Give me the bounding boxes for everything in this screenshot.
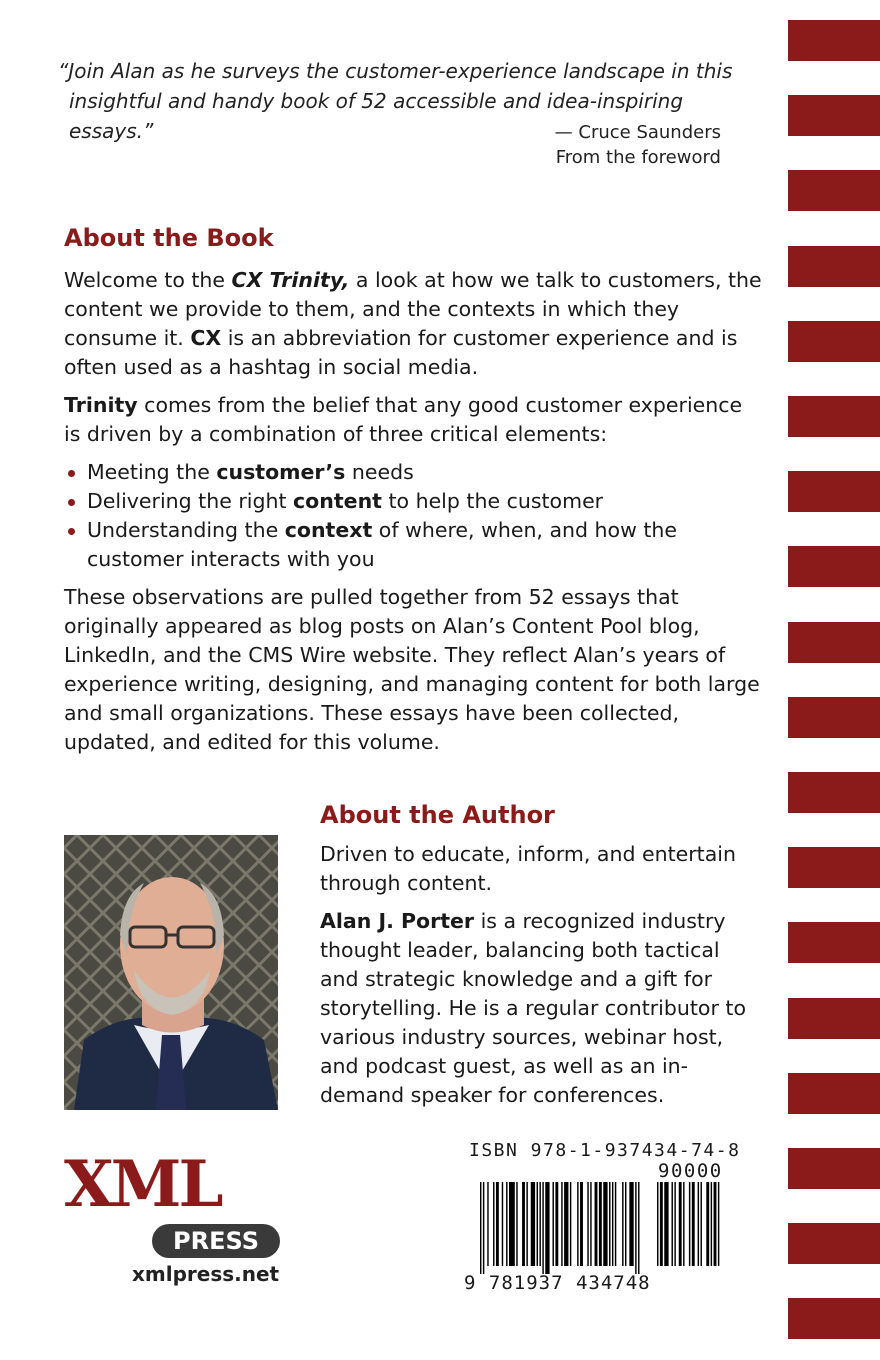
logo-press-badge: PRESS bbox=[152, 1224, 280, 1258]
barcode-bar bbox=[609, 1182, 610, 1266]
isbn-label: ISBN 978-1-937434-74-8 bbox=[469, 1140, 741, 1161]
barcode-bar bbox=[674, 1182, 675, 1266]
isbn-barcode bbox=[462, 1138, 742, 1298]
trinity-term: Trinity bbox=[64, 393, 138, 417]
quote-line-1: “Join Alan as he surveys the customer-experience landscape in this bbox=[58, 59, 733, 83]
stripe bbox=[788, 170, 880, 211]
book-title: CX Trinity, bbox=[231, 268, 350, 292]
barcode-bar bbox=[496, 1182, 499, 1266]
stripe bbox=[788, 246, 880, 287]
barcode-bar bbox=[553, 1182, 554, 1266]
barcode-bar bbox=[516, 1182, 517, 1266]
barcode-bar bbox=[480, 1182, 481, 1274]
text: Delivering the right bbox=[87, 489, 294, 513]
addon-barcode-bars bbox=[657, 1182, 739, 1274]
barcode-digits: 9 781937 434748 bbox=[464, 1272, 651, 1294]
barcode-bar bbox=[599, 1182, 602, 1266]
barcode-bar bbox=[718, 1182, 719, 1266]
barcode-bar bbox=[612, 1182, 613, 1266]
stripe bbox=[788, 622, 880, 663]
barcode-bar bbox=[564, 1182, 568, 1266]
about-book-body bbox=[64, 266, 764, 766]
stripe bbox=[788, 321, 880, 362]
barcode-bar bbox=[706, 1182, 709, 1266]
cx-term: CX bbox=[190, 326, 222, 350]
about-book-paragraph-2 bbox=[64, 391, 764, 449]
barcode-bar bbox=[483, 1182, 484, 1274]
barcode-bar bbox=[506, 1182, 507, 1266]
bold-term: content bbox=[293, 489, 382, 513]
ean-barcode-bars bbox=[480, 1182, 650, 1274]
stripe bbox=[788, 396, 880, 437]
stripe bbox=[788, 847, 880, 888]
quote-attribution bbox=[555, 120, 721, 170]
barcode-bar bbox=[635, 1182, 636, 1274]
elements-list bbox=[64, 458, 764, 574]
text: to help the customer bbox=[381, 489, 604, 513]
text: needs bbox=[345, 460, 414, 484]
text: of where, when, and how the customer interacts with you bbox=[87, 518, 678, 571]
list-item bbox=[64, 458, 764, 487]
barcode-bar bbox=[603, 1182, 607, 1266]
stripe bbox=[788, 1298, 880, 1339]
stripe bbox=[788, 546, 880, 587]
stripe bbox=[788, 772, 880, 813]
quote-source: From the foreword bbox=[555, 147, 721, 168]
barcode-bar bbox=[625, 1182, 626, 1266]
barcode-bar bbox=[657, 1182, 658, 1266]
barcode-bar bbox=[570, 1182, 571, 1266]
author-tagline: Driven to educate, inform, and entertain through content. bbox=[320, 842, 736, 895]
barcode-bar bbox=[622, 1182, 623, 1266]
barcode-bar bbox=[531, 1182, 535, 1266]
barcode-bar bbox=[660, 1182, 663, 1266]
barcode-bar bbox=[679, 1182, 682, 1266]
barcode-bar bbox=[539, 1182, 540, 1266]
barcode-bar bbox=[509, 1182, 515, 1266]
stripe bbox=[788, 20, 880, 61]
price-code: 90000 bbox=[658, 1160, 723, 1182]
publisher-logo bbox=[64, 1147, 284, 1290]
barcode-bar bbox=[595, 1182, 598, 1266]
author-bio bbox=[320, 907, 760, 1110]
bold-term: context bbox=[284, 518, 373, 542]
author-photo bbox=[64, 835, 278, 1110]
barcode-bar bbox=[711, 1182, 712, 1266]
stripe bbox=[788, 95, 880, 136]
barcode-bar bbox=[689, 1182, 690, 1266]
stripe bbox=[788, 697, 880, 738]
publisher-url: xmlpress.net bbox=[132, 1262, 280, 1286]
bullet-icon bbox=[68, 528, 75, 535]
stripe bbox=[788, 471, 880, 512]
barcode-bar bbox=[692, 1182, 695, 1266]
barcode-bar bbox=[493, 1182, 494, 1266]
text: a look at how we talk to customers, the content we provide to them, and the contexts in which they consume it. bbox=[64, 268, 762, 350]
stripe bbox=[788, 1148, 880, 1189]
quote-author: — Cruce Saunders bbox=[554, 122, 721, 143]
barcode-bar bbox=[672, 1182, 673, 1266]
about-book-paragraph-1 bbox=[64, 266, 764, 382]
barcode-bar bbox=[701, 1182, 702, 1266]
stripe bbox=[788, 998, 880, 1039]
barcode-bar bbox=[502, 1182, 503, 1266]
quote-line-2: insightful and handy book of 52 accessible and idea-inspiring essays.” bbox=[69, 89, 684, 143]
bullet-icon bbox=[68, 470, 75, 477]
barcode-bar bbox=[714, 1182, 717, 1266]
barcode-bar bbox=[577, 1182, 578, 1266]
bullet-icon bbox=[68, 499, 75, 506]
barcode-bar bbox=[664, 1182, 668, 1266]
barcode-bar bbox=[698, 1182, 699, 1266]
barcode-bar bbox=[587, 1182, 588, 1266]
bold-term: customer’s bbox=[216, 460, 346, 484]
barcode-bar bbox=[638, 1182, 639, 1274]
stripe bbox=[788, 1223, 880, 1264]
barcode-bar bbox=[590, 1182, 591, 1266]
barcode-bar bbox=[555, 1182, 558, 1266]
logo-xml-text: XML bbox=[64, 1147, 221, 1222]
text: is an abbreviation for customer experience and is often used as a hashtag in social media. bbox=[64, 326, 738, 379]
stripe bbox=[788, 922, 880, 963]
list-item bbox=[64, 487, 764, 516]
barcode-bar bbox=[629, 1182, 633, 1266]
text: is a recognized industry thought leader, balancing both tactical and strategic knowledge and a gift for storytelling. He is a regular contributor to various industry sources, webinar host, and podcast guest, as well as an in-demand speaker for conferences. bbox=[320, 909, 746, 1107]
about-book-paragraph-3: These observations are pulled together from 52 essays that originally appeared as blog posts on Alan’s Content Pool blog, LinkedIn, and the CMS Wire website. They reflect Alan’s years of experience writing, designing, and managing content for both large and small organizations. These essays have been collected, updated, and edited for this volume. bbox=[64, 585, 760, 754]
barcode-bar bbox=[526, 1182, 527, 1266]
text: Meeting the bbox=[87, 460, 217, 484]
list-item bbox=[64, 516, 764, 574]
barcode-bar bbox=[580, 1182, 583, 1266]
text: Welcome to the bbox=[64, 268, 232, 292]
barcode-bar bbox=[545, 1182, 549, 1274]
stripe bbox=[788, 1073, 880, 1114]
barcode-bar bbox=[487, 1182, 488, 1266]
barcode-bar bbox=[561, 1182, 562, 1266]
barcode-bar bbox=[522, 1182, 525, 1266]
barcode-bar bbox=[615, 1182, 616, 1266]
barcode-bar bbox=[542, 1182, 543, 1274]
author-name: Alan J. Porter bbox=[320, 909, 475, 933]
decorative-stripes bbox=[788, 0, 880, 1360]
barcode-bar bbox=[537, 1182, 538, 1266]
about-author-body bbox=[320, 840, 760, 1119]
text: Understanding the bbox=[87, 518, 285, 542]
text: comes from the belief that any good customer experience is driven by a combination of three critical elements: bbox=[64, 393, 743, 446]
about-author-heading: About the Author bbox=[320, 801, 555, 829]
about-book-heading: About the Book bbox=[64, 224, 274, 252]
barcode-bar bbox=[683, 1182, 684, 1266]
